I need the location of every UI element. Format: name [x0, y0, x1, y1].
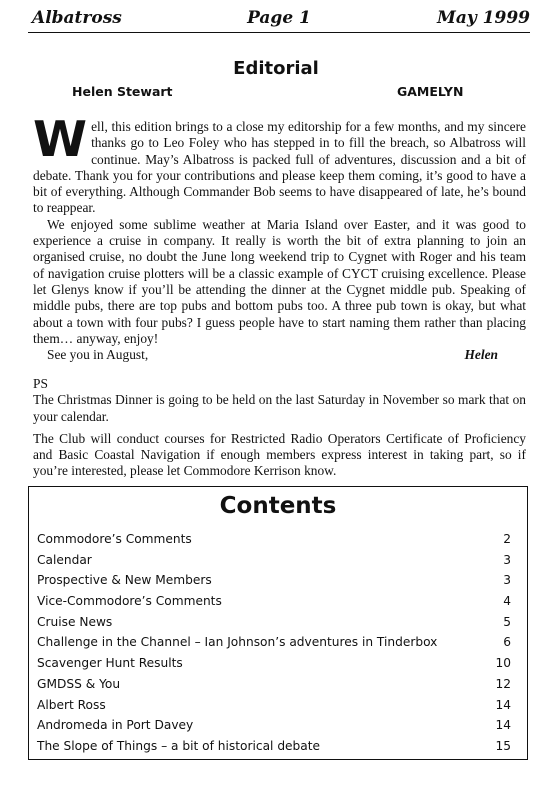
- newsletter-name: Albatross: [32, 8, 122, 28]
- contents-item-page: 4: [503, 594, 511, 609]
- page-header: [28, 6, 530, 33]
- editorial-paragraph-1: [33, 111, 526, 217]
- contents-item-label: Vice-Commodore’s Comments: [37, 594, 222, 609]
- ps-heading: PS: [33, 376, 48, 391]
- contents-item-page: 3: [503, 573, 511, 588]
- contents-item[interactable]: [37, 736, 511, 757]
- ps-paragraph-1: The Christmas Dinner is going to be held on the last Saturday in November so mark that on your calendar.: [33, 392, 526, 424]
- contents-item-page: 14: [495, 697, 511, 712]
- editorial-body: [33, 111, 526, 363]
- contents-item[interactable]: [37, 674, 511, 695]
- signoff-text: See you in August,: [47, 347, 149, 363]
- editorial-title: Editorial: [233, 58, 319, 79]
- contents-item-label: Scavenger Hunt Results: [37, 656, 183, 671]
- contents-item[interactable]: [37, 591, 511, 612]
- signoff-line: [33, 347, 526, 363]
- contents-item-label: Andromeda in Port Davey: [37, 718, 194, 733]
- author-name: Helen Stewart: [72, 84, 173, 99]
- contents-item-label: Calendar: [37, 552, 92, 567]
- contents-item-label: Prospective & New Members: [37, 573, 212, 588]
- contents-box: [28, 486, 528, 760]
- contents-item-label: The Slope of Things – a bit of historical debate: [37, 738, 321, 753]
- contents-item-page: 2: [503, 532, 511, 546]
- contents-item-page: 15: [495, 738, 511, 753]
- page-number: Page 1: [247, 8, 311, 28]
- contents-item[interactable]: [37, 612, 511, 633]
- contents-item[interactable]: [37, 715, 511, 736]
- contents-item-label: Albert Ross: [37, 697, 106, 712]
- postscript: [33, 376, 526, 480]
- contents-item[interactable]: [37, 570, 511, 591]
- contents-item[interactable]: [37, 653, 511, 674]
- contents-item-page: 12: [495, 676, 511, 691]
- contents-item-page: 14: [495, 718, 511, 733]
- contents-list: [37, 529, 511, 757]
- contents-item-label: Cruise News: [37, 614, 113, 629]
- contents-item[interactable]: [37, 529, 511, 550]
- contents-title: Contents: [219, 493, 337, 519]
- contents-item-label: Challenge in the Channel – Ian Johnson’s adventures in Tinderbox: [37, 635, 438, 650]
- contents-item-page: 6: [503, 635, 511, 650]
- editorial-paragraph-2: We enjoyed some sublime weather at Maria Island over Easter, and it was good to experience a cruise in company. It really is worth the bit of extra planning to join an organised cruise, no doubt the June long weekend trip to Cygnet with Roger and his team of navigation cruise plotters will be a classic example of CYCT cruising excellence. Please let Glenys know if you’ll be attending the dinner at the Cygnet middle pub. Speaking of middle pubs, there are top pubs and bottom pubs too. A three pub town is okay, but what about a town with four pubs? I guess people have to start naming them rather than placing them… anyway, enjoy!: [33, 216, 526, 346]
- ps-paragraph-2: The Club will conduct courses for Restricted Radio Operators Certificate of Proficiency and Basic Coastal Navigation if enough members express interest in taking part, so if you’re interested, please let Commodore Kerrison know.: [33, 430, 526, 479]
- contents-item-page: 5: [503, 614, 511, 629]
- contents-item[interactable]: [37, 695, 511, 716]
- paragraph-1-text: ell, this edition brings to a close my editorship for a few months, and my sincere thanks go to Leo Foley who has stepped in to fill the breach, so Albatross will continue. May’s Albatross is packed full of adventures, discussion and a bit of debate. Thank you for your contributions and please keep them coming, it’s good to have a bit of everything. Although Commander Bob seems to have disappeared of late, he’s bound to reappear.: [33, 119, 526, 216]
- contents-item-page: 10: [495, 656, 511, 671]
- contents-item[interactable]: [37, 550, 511, 571]
- contents-item[interactable]: [37, 632, 511, 653]
- boat-name: GAMELYN: [397, 84, 464, 99]
- contents-item-label: Commodore’s Comments: [37, 532, 192, 546]
- issue-date: May 1999: [437, 8, 530, 28]
- drop-cap: W: [33, 111, 88, 168]
- signature: Helen: [464, 347, 498, 363]
- contents-item-page: 3: [503, 552, 511, 567]
- contents-item-label: GMDSS & You: [37, 676, 121, 691]
